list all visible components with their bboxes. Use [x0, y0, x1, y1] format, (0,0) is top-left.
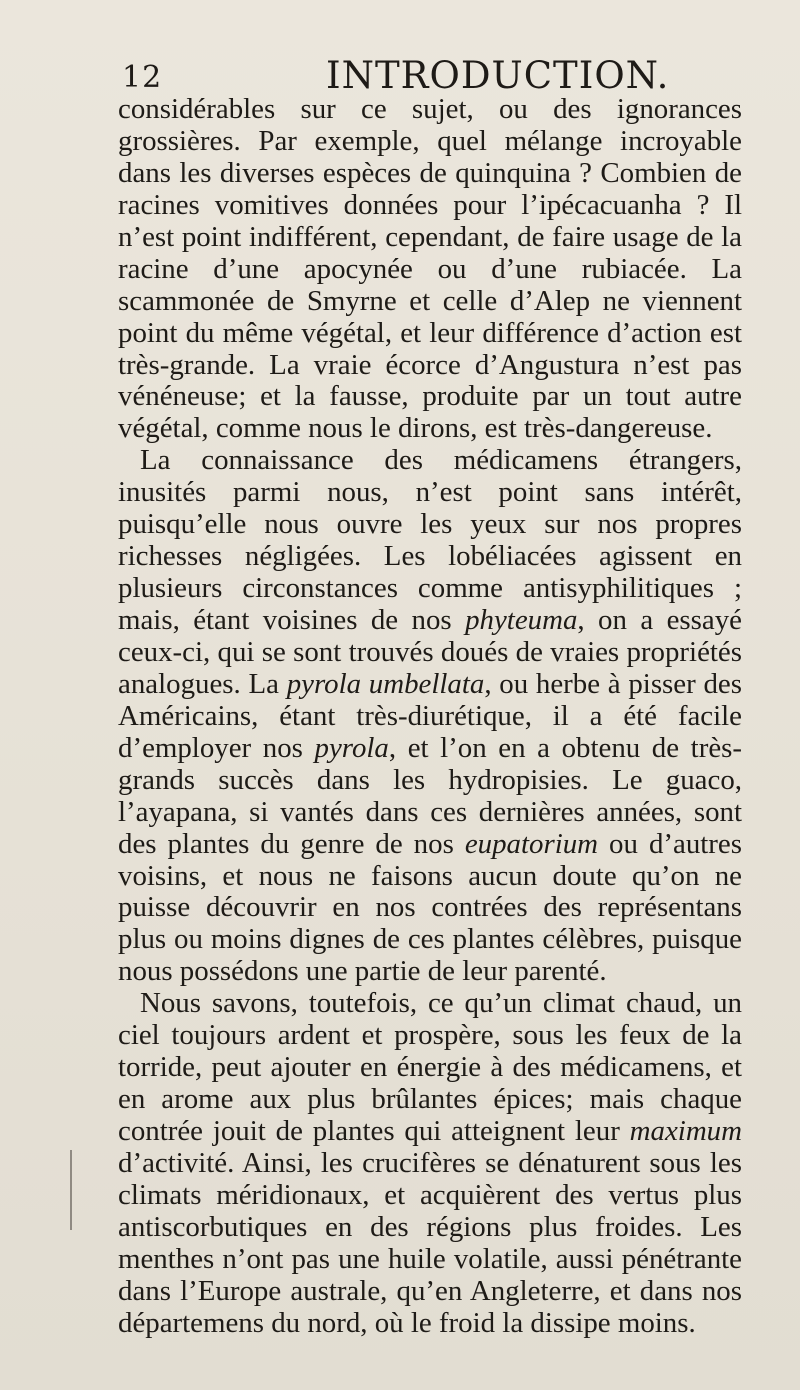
text-run: ou d’autres voisins, et nous ne faisons aucun doute qu’on ne puisse découvrir en nos contrées des représentans plus ou moins dignes de ces plantes célèbres, puisque nous possédons une partie de leur parenté.: [118, 827, 742, 988]
italic-term: pyrola umbellata: [286, 667, 485, 700]
italic-term: phyteuma: [465, 604, 578, 636]
text-run: , et l’on en a obtenu de très-grands succès dans les hydropisies. Le guaco, l’ayapana, si vantés dans ces dernières années, sont des plantes du genre de nos: [118, 731, 743, 860]
page-number: 12: [122, 60, 163, 95]
text-run: considérables sur ce sujet, ou des ignorances grossières. Par exemple, quel mélange incroyable dans les diverses espèces de quinquina ? Combien de racines vomitives données pour l’ipécacuanha ? Il n’est point indifférent, cependant, de faire usage de la racine d’une apocynée ou d’une rubiacée. La scammonée de Smyrne et celle d’Alep ne viennent point du même végétal, et leur différence d’action est très-grande. La vraie écorce d’Angustura n’est pas vénéneuse; et la fausse, produite par un tout autre végétal, comme nous le dirons, est très-dangereuse.: [118, 93, 742, 445]
text-run: , on a essayé ceux-ci, qui se sont trouvés doués de vraies propriétés analogues. La: [118, 604, 742, 700]
italic-term: maximum: [629, 1115, 742, 1147]
italic-term: eupatorium: [464, 827, 599, 860]
running-head: INTRODUCTION.: [326, 54, 670, 97]
body-text: [118, 94, 742, 1340]
text-run: Nous savons, toutefois, ce qu’un climat chaud, un ciel toujours ardent et prospère, sous les feux de la torride, peut ajouter en énergie à des médicamens, et en arome aux plus brûlantes épices; mais chaque contrée jouit de plantes qui atteignent leur: [118, 987, 742, 1147]
page-header: [118, 48, 742, 97]
paragraph: [118, 445, 742, 988]
italic-term: pyrola: [314, 731, 389, 764]
text-run: d’activité. Ainsi, les crucifères se dénaturent sous les climats méridionaux, et acquièrent des vertus plus antiscorbutiques en des régions plus froides. Les menthes n’ont pas une huile volatile, aussi pénétrante dans l’Europe australe, qu’en Angleterre, et dans nos départemens du nord, où le froid la dissipe moins.: [118, 1146, 742, 1339]
margin-mark: [70, 1150, 72, 1230]
paragraph: [118, 988, 742, 1339]
text-run: , ou herbe à pisser des Américains, étant très-diurétique, il a été facile d’employer nos: [118, 667, 742, 764]
paragraph: [118, 94, 742, 445]
text-run: La connaissance des médicamens étrangers, inusités parmi nous, n’est point sans intérêt, puisqu’elle nous ouvre les yeux sur nos propres richesses négligées. Les lobéliacées agissent en plusieurs circonstances comme antisyphilitiques ; mais, étant voisines de nos: [118, 444, 742, 636]
